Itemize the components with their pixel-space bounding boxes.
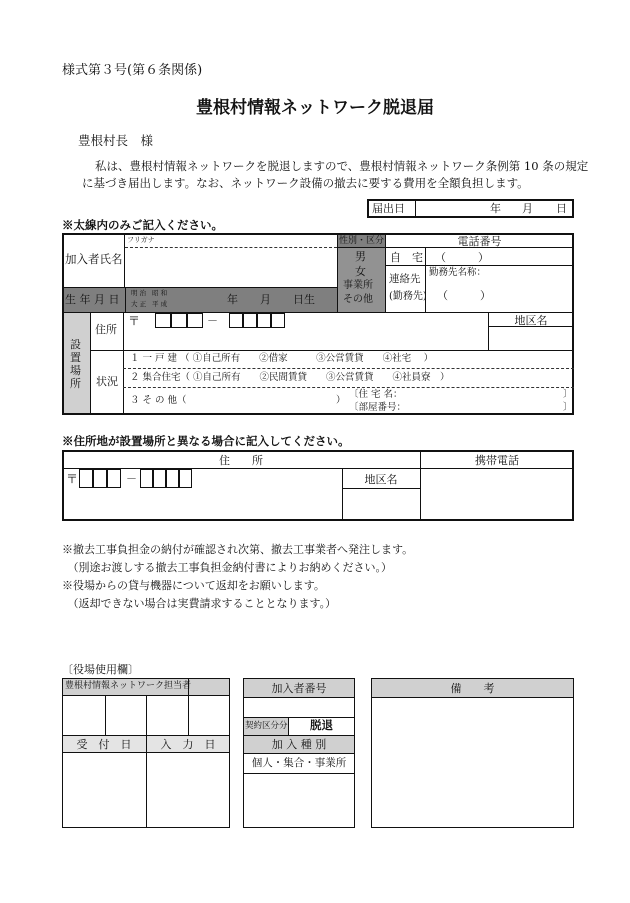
status-apartment[interactable]: ２ 集合住宅（ ①自己所有 ②民間賃貸 ③公営賃貸 ④社員寮 ）: [130, 372, 450, 383]
postal-mark: 〒: [128, 314, 141, 328]
birth-month-label: 月: [260, 293, 271, 306]
birth-day-label: 日生: [293, 293, 315, 306]
subscriber-name-field[interactable]: [126, 248, 336, 286]
building-bracket-close: 〕: [563, 389, 573, 400]
filing-year-label: 年: [490, 202, 501, 215]
alt-postal-digit-6[interactable]: [166, 469, 179, 488]
remarks-header: 備 考: [450, 682, 495, 695]
home-phone-paren-close: ）: [478, 251, 489, 264]
filing-month-label: 月: [522, 202, 533, 215]
status-detached-house[interactable]: １ 一 戸 建 （ ①自己所有 ②借家 ③公営賃貸 ④社宅 ）: [130, 353, 434, 364]
era-heisei[interactable]: 平 成: [152, 300, 168, 308]
phone-header: 電話番号: [457, 235, 502, 248]
input-date-header: 入 力 日: [160, 738, 216, 751]
withdrawal-value: 脱退: [310, 718, 333, 732]
room-number-label: 〔部屋番号：: [349, 402, 407, 413]
alt-postal-digit-1[interactable]: [79, 469, 93, 488]
instruction-heading: ※太線内のみご記入ください。: [62, 218, 223, 232]
era-showa[interactable]: 昭 和: [152, 289, 168, 297]
room-bracket-close: 〕: [563, 402, 573, 413]
subscriber-number-field[interactable]: [245, 699, 353, 715]
alt-address-header: 住 所: [219, 454, 263, 467]
note-1: ※撤去工事負担金の納付が確認され次第、撤去工事業者へ発注します。: [62, 543, 414, 556]
postal-digit-5[interactable]: [243, 313, 257, 328]
status-label: 状況: [96, 375, 118, 388]
staff-header: 豊根村情報ネットワーク担当者: [65, 681, 192, 691]
filing-day-label: 日: [556, 202, 567, 215]
alt-district-field[interactable]: [344, 490, 418, 518]
address-label: 住所: [95, 323, 117, 336]
note-2: （別途お渡しする撤去工事負担金納付書によりお納めください。）: [62, 561, 392, 574]
postal-digit-6[interactable]: [257, 313, 271, 328]
contact-phone-paren-open: （: [437, 289, 448, 302]
category-business[interactable]: 事業所: [343, 280, 373, 291]
remarks-field[interactable]: [374, 700, 571, 825]
district-field[interactable]: [490, 328, 572, 348]
contact-phone-area-field[interactable]: [450, 287, 480, 302]
subscriber-number-header: 加入者番号: [271, 682, 327, 695]
alt-postal-digit-5[interactable]: [153, 469, 166, 488]
furigana-label: フリガナ: [127, 236, 155, 244]
alt-postal-digit-2[interactable]: [93, 469, 107, 488]
form-number: 様式第３号(第６条関係): [62, 63, 203, 78]
category-other[interactable]: その他: [343, 294, 373, 305]
home-label: 自 宅: [390, 251, 423, 264]
postal-dash: －: [207, 314, 218, 327]
subscription-type-options: 個人・集合・事業所: [251, 757, 347, 769]
postal-digit-1[interactable]: [155, 313, 171, 328]
alt-postal-digit-7[interactable]: [179, 469, 192, 488]
contact-label: 連絡先: [389, 273, 421, 285]
alt-postal-dash: －: [126, 472, 137, 485]
install-location-label: 設置場所: [70, 338, 81, 390]
contact-phone-paren-close: ）: [480, 289, 491, 302]
office-use-label: 〔役場使用欄〕: [62, 663, 139, 676]
gender-male[interactable]: 男: [355, 250, 366, 263]
status-other-close: ）: [336, 395, 346, 406]
declaration-line-1: 私は、豊根村情報ネットワークを脱退しますので、豊根村情報ネットワーク条例第 10 条の規定: [95, 159, 589, 173]
postal-digit-7[interactable]: [271, 313, 285, 328]
alt-postal-mark: 〒: [66, 472, 79, 486]
gender-female[interactable]: 女: [355, 265, 366, 278]
subscriber-name-label: 加入者氏名: [65, 252, 123, 266]
mobile-phone-field[interactable]: [424, 471, 570, 517]
subscription-type-header: 加 入 種 別: [271, 738, 327, 751]
era-meiji[interactable]: 明 治: [131, 289, 147, 297]
building-name-label: 〔住 宅 名：: [349, 389, 403, 400]
received-date-header: 受 付 日: [76, 738, 132, 751]
declaration-line-2: に基づき届出します。なお、ネットワーク設備の撤去に要する費用を全額負担します。: [82, 176, 529, 190]
workplace-name-label: 勤務先名称：: [429, 267, 487, 278]
birth-year-label: 年: [227, 293, 238, 306]
postal-digit-4[interactable]: [229, 313, 243, 328]
note-3: ※役場からの貸与機器について返却をお願いします。: [62, 579, 325, 592]
contract-category-label: 契約区分分: [245, 721, 288, 731]
alt-district-label: 地区名: [364, 473, 398, 486]
addressee: 豊根村長 様: [78, 133, 154, 148]
birthdate-label: 生 年 月 日: [65, 293, 120, 306]
page-title: 豊根村情報ネットワーク脱退届: [196, 98, 434, 118]
home-phone-paren-open: （: [435, 251, 446, 264]
postal-digit-2[interactable]: [171, 313, 187, 328]
alt-postal-digit-4[interactable]: [140, 469, 153, 488]
alt-address-field[interactable]: [66, 490, 338, 518]
alt-address-instruction: ※住所地が設置場所と異なる場合に記入してください。: [62, 434, 350, 448]
note-4: （返却できない場合は実費請求することとなります。）: [62, 597, 337, 610]
mobile-phone-header: 携帯電話: [475, 454, 519, 467]
install-address-field[interactable]: [126, 330, 486, 348]
filing-date-label: 届出日: [372, 202, 405, 215]
building-name-field[interactable]: [418, 388, 558, 400]
status-other-field[interactable]: [200, 392, 330, 410]
home-phone-area-field[interactable]: [448, 249, 478, 264]
workplace-label: (勤務先): [389, 291, 427, 302]
district-label: 地区名: [514, 314, 548, 327]
alt-postal-digit-3[interactable]: [107, 469, 121, 488]
status-other[interactable]: ３ そ の 他（: [130, 395, 187, 406]
gender-category-header: 性別・区分: [339, 236, 385, 246]
room-number-field[interactable]: [418, 401, 558, 413]
era-taisho[interactable]: 大 正: [131, 300, 147, 308]
postal-digit-3[interactable]: [187, 313, 203, 328]
